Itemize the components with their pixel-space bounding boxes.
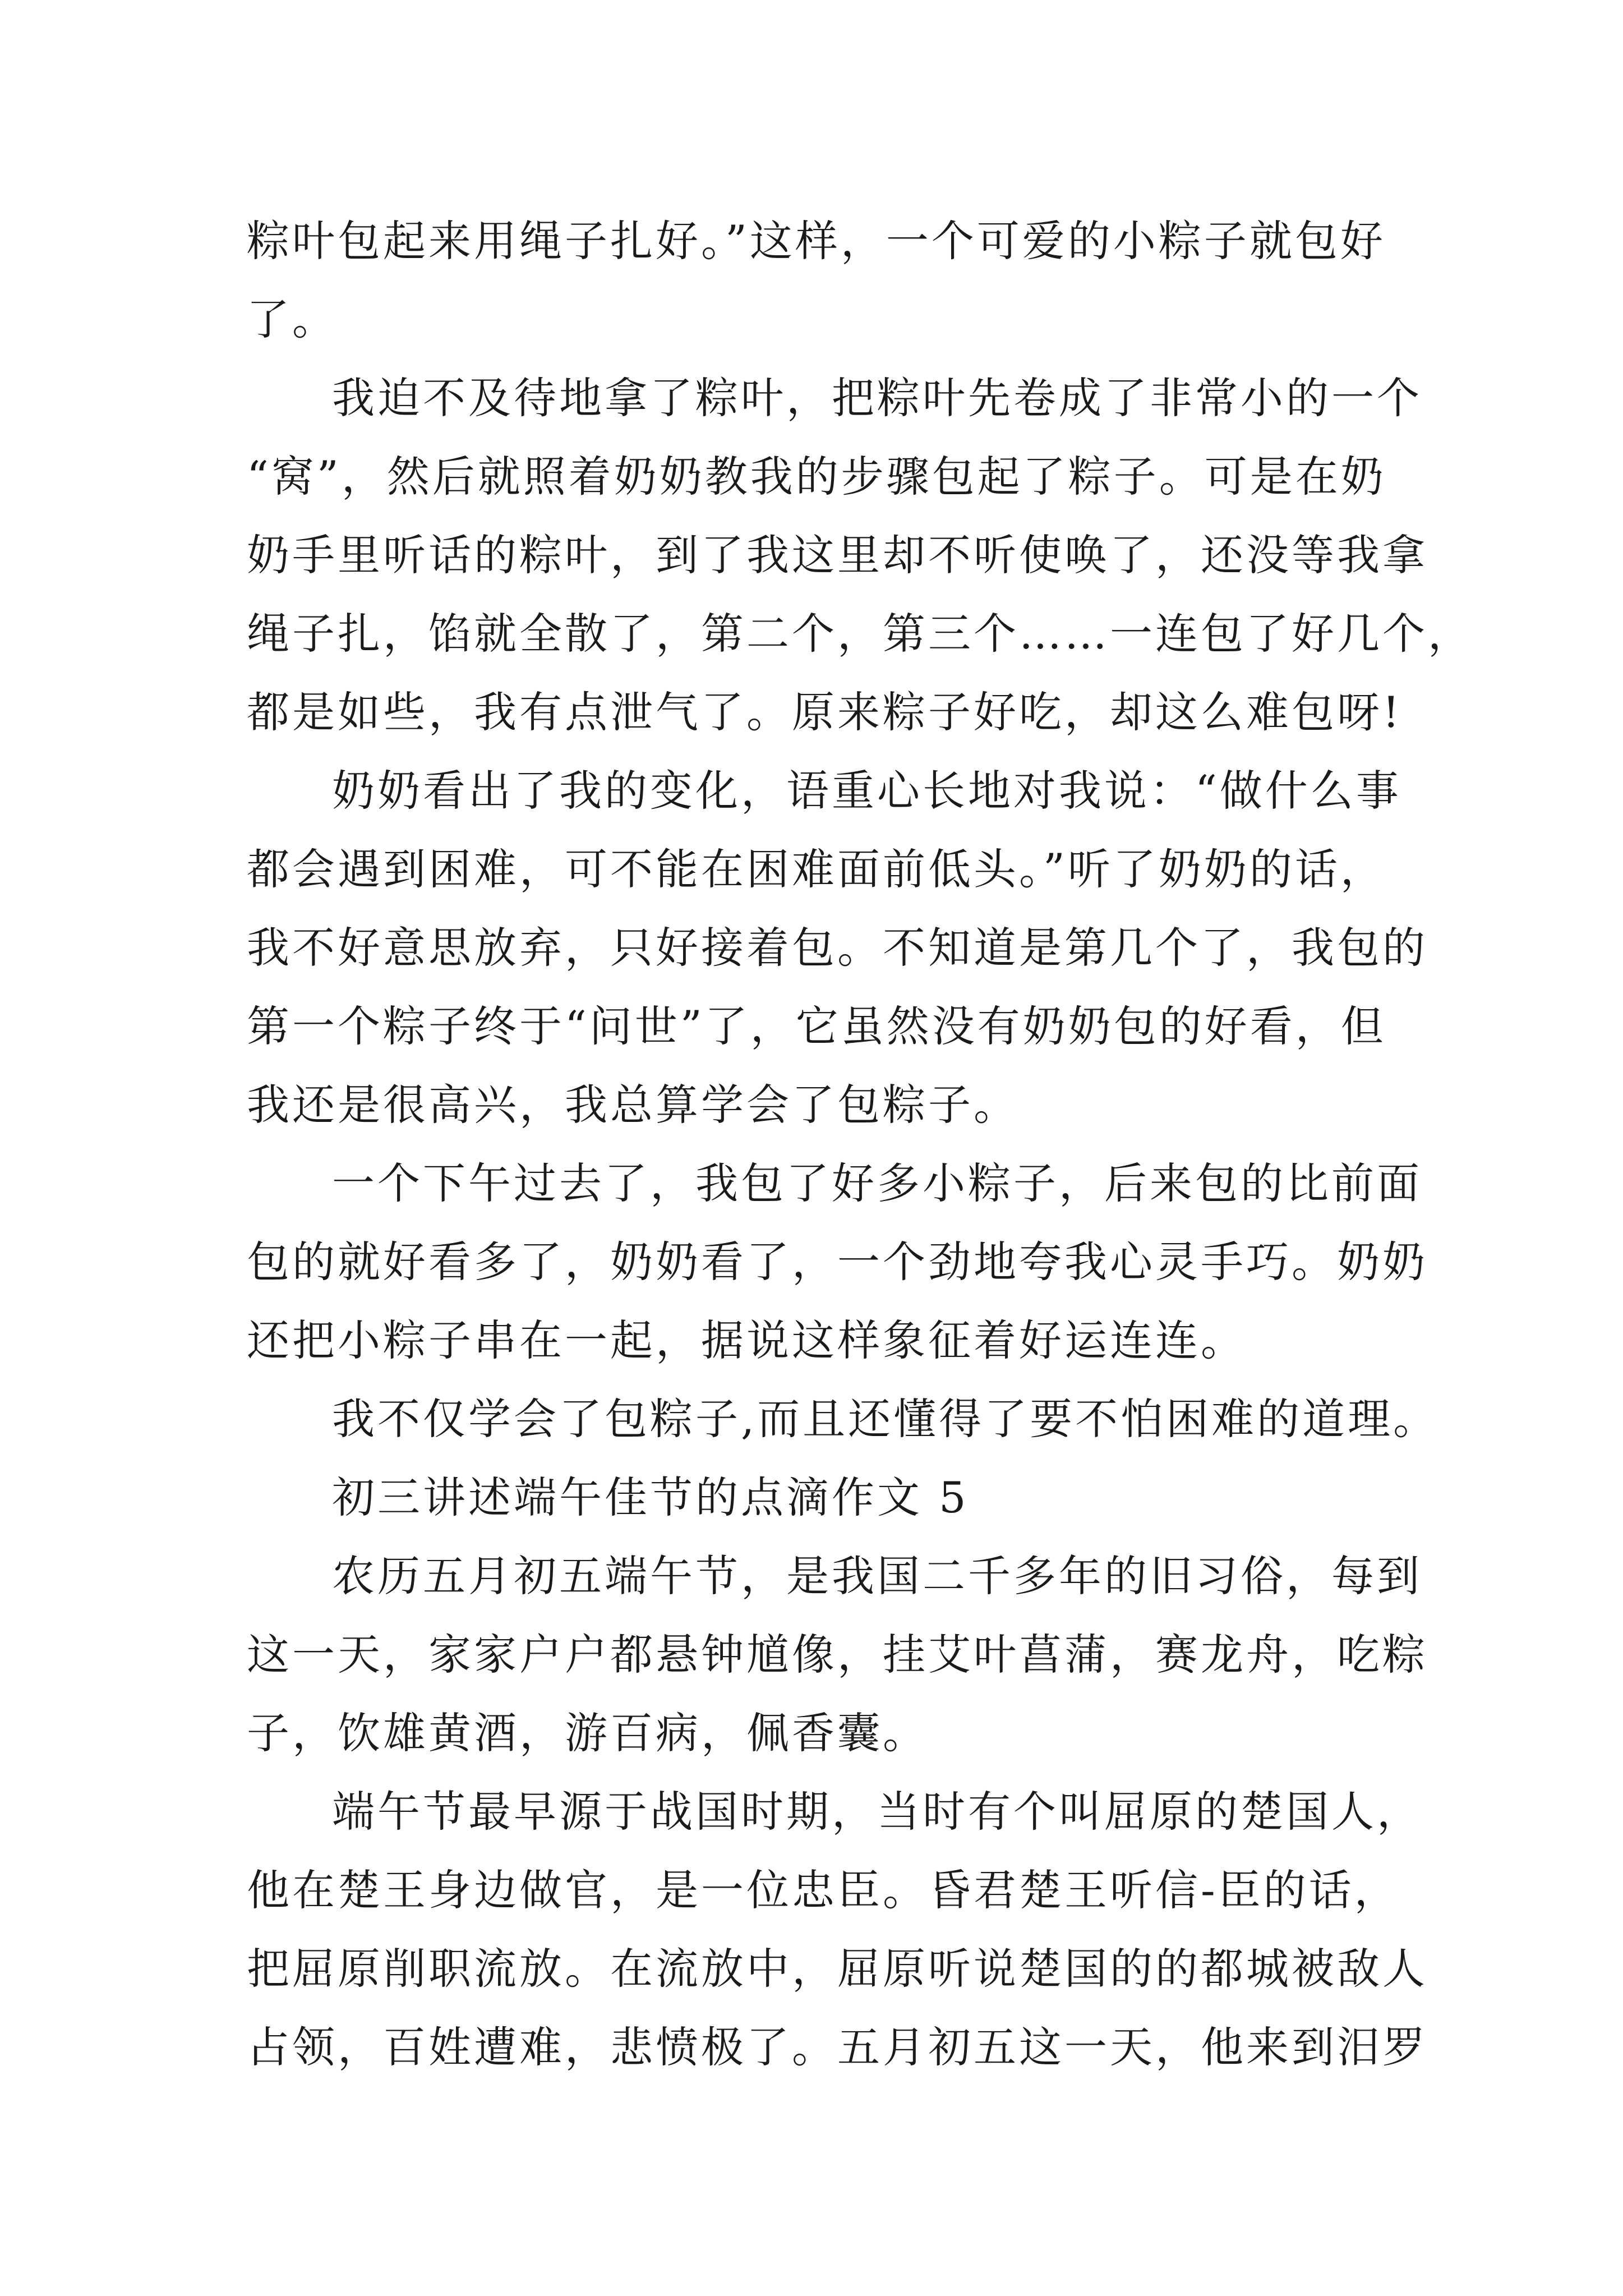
- text-line: 我不仅学会了包粽子,而且还懂得了要不怕困难的道理。: [332, 1394, 1439, 1444]
- text-line: 粽叶包起来用绳子扎好。”这样，一个可爱的小粽子就包好: [247, 216, 1386, 266]
- text-line: 子，饮雄黄酒，游百病，佩香囊。: [247, 1708, 928, 1758]
- text-line: 都会遇到困难，可不能在困难面前低头。”听了奶奶的话，: [247, 844, 1386, 894]
- text-line: 初三讲述端午佳节的点滴作文 5: [332, 1473, 969, 1522]
- text-line: 农历五月初五端午节，是我国二千多年的旧习俗，每到: [332, 1551, 1422, 1601]
- text-line: “窝”，然后就照着奶奶教我的步骤包起了粽子。可是在奶: [247, 452, 1386, 501]
- text-line: 包的就好看多了，奶奶看了，一个劲地夸我心灵手巧。奶奶: [247, 1237, 1428, 1287]
- text-line: 了。: [247, 295, 338, 344]
- text-line: 我迫不及待地拿了粽叶，把粽叶先卷成了非常小的一个: [332, 373, 1422, 423]
- text-line: 我还是很高兴，我总算学会了包粽子。: [247, 1080, 1019, 1130]
- text-line: 把屈原削职流放。在流放中，屈原听说楚国的的都城被敌人: [247, 1944, 1428, 1994]
- text-line: 占领，百姓遭难，悲愤极了。五月初五这一天，他来到汨罗: [247, 2022, 1428, 2072]
- document-body: [247, 202, 1473, 2087]
- text-line: 端午节最早源于战国时期，当时有个叫屈原的楚国人，: [332, 1787, 1422, 1837]
- text-line: 第一个粽子终于“问世”了，它虽然没有奶奶包的好看，但: [247, 1001, 1386, 1051]
- text-line: 这一天，家家户户都悬钟馗像，挂艾叶菖蒲，赛龙舟，吃粽: [247, 1630, 1428, 1680]
- text-line: 他在楚王身边做官，是一位忠臣。昏君楚王听信-臣的话，: [247, 1865, 1400, 1915]
- text-line: 奶手里听话的粽叶，到了我这里却不听使唤了，还没等我拿: [247, 530, 1428, 580]
- text-line: 绳子扎，馅就全散了，第二个，第三个……一连包了好几个，: [247, 609, 1473, 659]
- text-line: 奶奶看出了我的变化，语重心长地对我说：“做什么事: [332, 766, 1401, 816]
- text-line: 我不好意思放弃，只好接着包。不知道是第几个了，我包的: [247, 923, 1428, 973]
- text-line: 都是如些，我有点泄气了。原来粽子好吃，却这么难包呀!: [247, 687, 1403, 737]
- text-line: 一个下午过去了，我包了好多小粽子，后来包的比前面: [332, 1158, 1422, 1208]
- text-line: 还把小粽子串在一起，据说这样象征着好运连连。: [247, 1315, 1246, 1365]
